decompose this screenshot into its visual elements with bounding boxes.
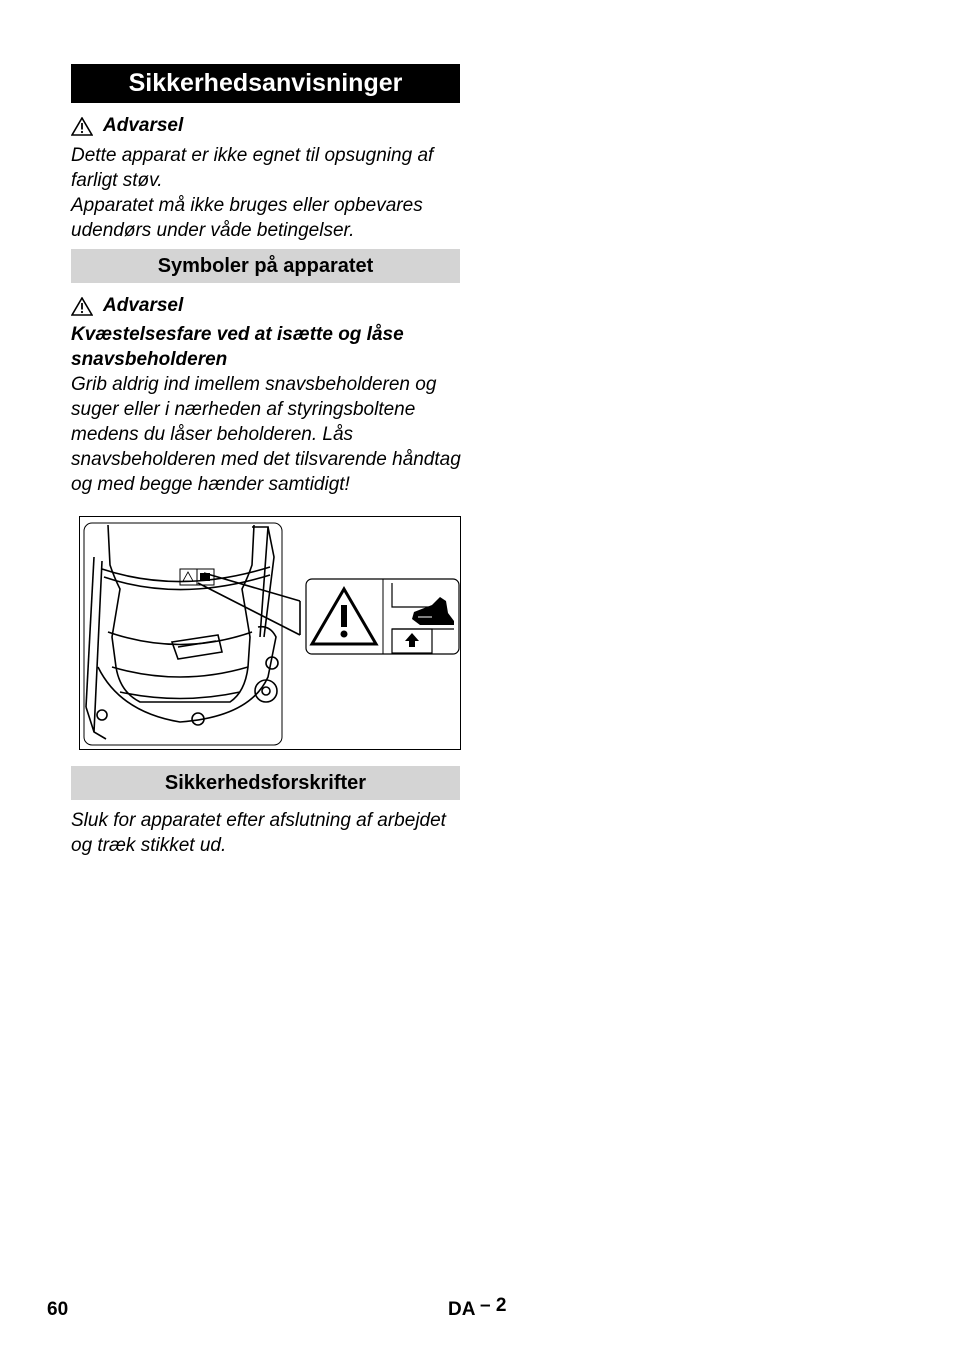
footer-lang — [448, 1295, 507, 1321]
warning-subtitle: Kvæstelsesfare ved at isætte og låse snavsbeholderen — [71, 324, 404, 370]
vacuum-drawing — [80, 517, 460, 749]
page-title: Sikkerhedsanvisninger — [71, 64, 460, 103]
warning-heading-1 — [71, 114, 183, 138]
warning-label: Advarsel — [103, 115, 184, 136]
warning-text-1 — [71, 143, 463, 243]
warning-label: Advarsel — [103, 295, 184, 316]
section-heading-symbols: Symboler på apparatet — [71, 249, 460, 283]
warning-heading-2 — [71, 294, 183, 318]
safety-paragraph: Sluk for apparatet efter afslutning af arbejdet og træk stikket ud. — [71, 810, 446, 856]
warning-triangle-icon — [71, 297, 93, 316]
warning-text-2 — [71, 322, 463, 497]
page-number: 60 — [47, 1299, 69, 1320]
vacuum-illustration — [79, 516, 461, 750]
warning-body: Grib aldrig ind imellem snavsbeholderen og suger eller i nærheden af styringsboltene medens du låser beholderen. Lås snavsbeholderen med det tilsvarende håndtag og med begge hænder samtidigt! — [71, 374, 461, 495]
warning-triangle-icon — [71, 117, 93, 136]
lang-code: DA — [448, 1299, 475, 1320]
sub-page-number: 2 — [495, 1295, 507, 1316]
footer-dash: – — [480, 1295, 491, 1316]
safety-text — [71, 808, 463, 858]
warning-line: Apparatet må ikke bruges eller opbevares udendørs under våde betingelser. — [71, 195, 423, 241]
section-heading-safety: Sikkerhedsforskrifter — [71, 766, 460, 800]
warning-line: Dette apparat er ikke egnet til opsugning af farligt støv. — [71, 145, 434, 191]
